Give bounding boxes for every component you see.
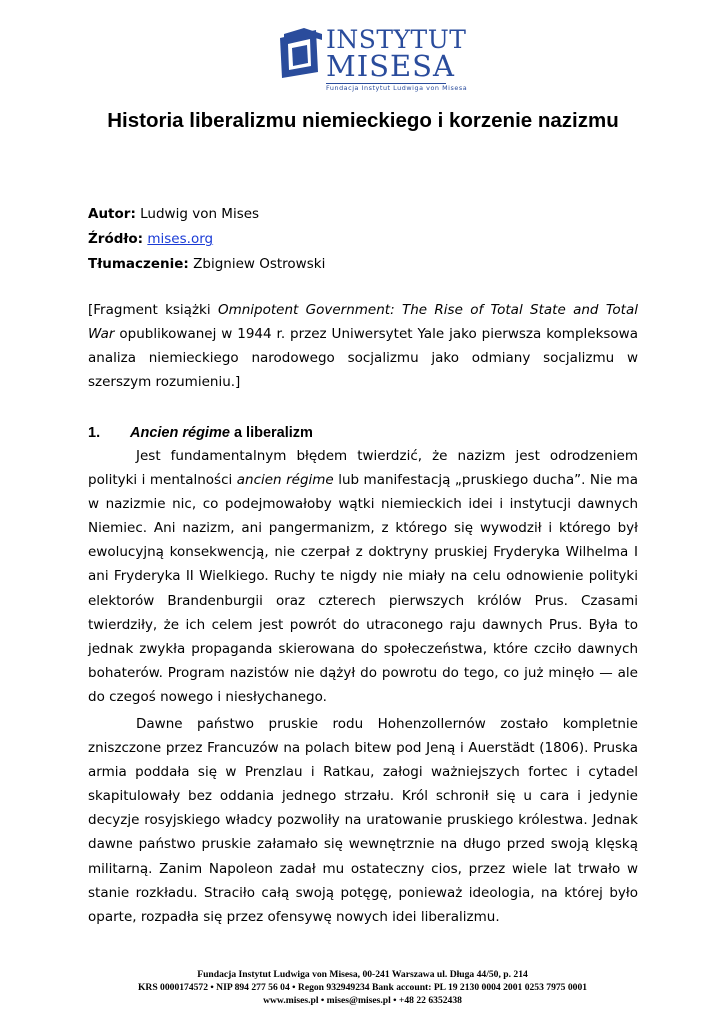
paragraph-1 xyxy=(88,444,638,709)
logo-mark-icon xyxy=(278,26,324,86)
source-link[interactable]: mises.org xyxy=(147,231,214,247)
paragraph-1-part1: Jest fundamentalnym błędem twierdzić, że nazizm jest odrodzeniem polityki i mentalności xyxy=(88,448,638,489)
document-title: Historia liberalizmu niemieckiego i korzenie nazizmu xyxy=(107,109,619,132)
translation-line xyxy=(88,252,325,277)
translation-label: Tłumaczenie: xyxy=(88,256,189,272)
section-title-rest: a liberalizm xyxy=(229,425,313,441)
source-label: Źródło: xyxy=(88,231,144,247)
source-line xyxy=(88,227,325,252)
document-metadata xyxy=(88,202,325,277)
intro-paragraph xyxy=(88,298,638,394)
intro-text-before: [Fragment książki xyxy=(88,302,218,318)
translator-value: Zbigniew Ostrowski xyxy=(193,256,326,272)
paragraph-1-italic: ancien régime xyxy=(236,472,334,489)
logo-text-misesa: MISESA xyxy=(326,49,455,83)
footer-contact: www.mises.pl • mises@mises.pl • +48 22 6352438 xyxy=(263,995,462,1006)
page-footer xyxy=(60,968,665,1007)
footer-registry: KRS 0000174572 • NIP 894 277 56 04 • Regon 932949234 Bank account: PL 19 2130 0004 2001 0253 7975 0001 xyxy=(137,982,588,993)
author-line xyxy=(88,202,325,227)
author-value: Ludwig von Mises xyxy=(140,206,260,222)
author-label: Autor: xyxy=(88,206,136,222)
paragraph-2: Dawne państwo pruskie rodu Hohenzollernów zostało kompletnie zniszczone przez Francuzów na polach bitew pod Jeną i Auerstädt (1806). Pruska armia poddała się w Prenzlau i Ratkau, załogi ważniejszych fortec i cytadel skapitulowały bez oddania jednego strzału. Król schronił się u cara i jedynie decyzje rosyjskiego władcy pozwoliły na uratowanie pruskiego królestwa. Jednak dawne państwo pruskie załamało się wewnętrznie na długo przed swoją klęską militarną. Zanim Napoleon zadał mu ostateczny cios, przez wiele lat trwało w stanie rozkładu. Straciło całą swoją potęgę, ponieważ ideologia, na której było oparte, rozpadła się przez ofensywę nowych idei liberalizmu. xyxy=(88,716,638,925)
book-title: Omnipotent Government: The Rise of Total State and Total War xyxy=(88,302,638,343)
section-heading xyxy=(88,421,313,445)
intro-text-after: opublikowanej w 1944 r. przez Uniwersytet Yale jako pierwsza kompleksowa analiza niemieckiego narodowego socjalizmu jako odmiany socjalizmu w szerszym rozumieniu.] xyxy=(88,326,638,391)
institute-logo xyxy=(278,25,468,92)
logo-text-instytut: INSTYTUT xyxy=(326,25,467,54)
paragraph-1-part2: lub manifestacją „pruskiego ducha”. Nie ma w nazizmie nic, co podejmowałoby wątki niemieckich idei i instytucji dawnych Niemiec. Ani nazizm, ani pangermanizm, z którego się wywodził i którego był ewolucyjną konsekwencją, nie czerpał z doktryny pruskiej Fryderyka Wilhelma I ani Fryderyka II Wielkiego. Ruchy te nigdy nie miały na celu odnowienie polityki elektorów Brandenburgii oraz czterech pierwszych królów Prus. Czasami twierdziły, że ich celem jest powrót do utraconego raju dawnych Prus. Była to jednak zwykła propaganda skierowana do społeczeństwa, które czciło dawnych bohaterów. Program nazistów nie dążył do powrotu do tego, co już minęło — ale do czegoś nowego i niesłychanego. xyxy=(88,472,638,705)
footer-address: Fundacja Instytut Ludwiga von Misesa, 00-241 Warszawa ul. Długa 44/50, p. 214 xyxy=(197,969,528,980)
section-title-italic: Ancien régime xyxy=(130,425,230,441)
section-number: 1. xyxy=(88,425,101,441)
logo-tagline: Fundacja Instytut Ludwiga von Misesa xyxy=(326,84,468,92)
